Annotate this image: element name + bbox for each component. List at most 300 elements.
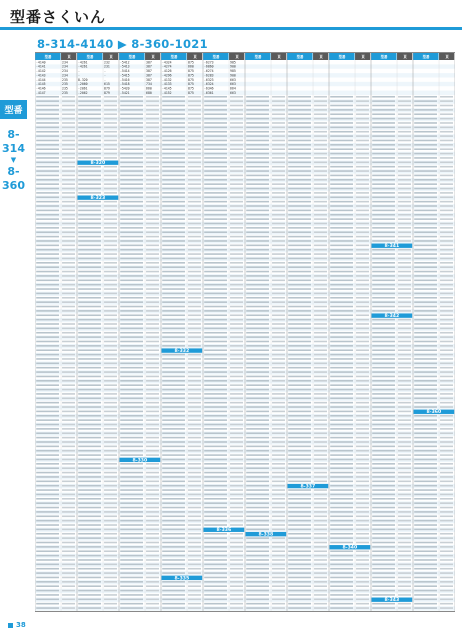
cell-code-placeholder (120, 550, 143, 552)
cell-page-placeholder (398, 542, 411, 544)
cell-page-placeholder (188, 432, 201, 434)
cell-page-placeholder (272, 349, 285, 351)
cell-code-placeholder (78, 393, 101, 395)
cell-code-placeholder (330, 280, 353, 282)
cell-code-placeholder (288, 100, 311, 102)
cell-page-placeholder (230, 380, 243, 382)
cell-code-placeholder (414, 240, 437, 242)
cell-code-placeholder (414, 122, 437, 124)
cell-page-placeholder (398, 511, 411, 513)
cell-page-placeholder (314, 179, 327, 181)
cell-code-placeholder (36, 306, 59, 308)
cell-code-placeholder (330, 354, 353, 356)
cell-code-placeholder (288, 363, 311, 365)
cell-page-placeholder (188, 450, 201, 452)
cell-code-placeholder (36, 157, 59, 159)
cell-code-placeholder (330, 253, 353, 255)
cell-code-placeholder (204, 271, 227, 273)
cell-code-placeholder (330, 411, 353, 413)
cell-page-placeholder (188, 148, 201, 150)
cell-page-placeholder (104, 485, 117, 487)
cell-page-placeholder (272, 397, 285, 399)
cell-page-placeholder (104, 218, 117, 220)
cell-code-placeholder (78, 498, 101, 500)
cell-page-placeholder (230, 332, 243, 334)
cell-code-placeholder (36, 568, 59, 570)
cell-page-placeholder (356, 555, 369, 557)
cell-code-placeholder (372, 306, 395, 308)
cell-code-placeholder (162, 371, 185, 373)
cell-code-placeholder (36, 546, 59, 548)
cell-page-placeholder (272, 253, 285, 255)
cell-code-placeholder (120, 599, 143, 601)
cell-page-placeholder (146, 127, 159, 129)
cell-page-placeholder (188, 166, 201, 168)
cell-page-placeholder (440, 301, 453, 303)
cell-page-placeholder (440, 371, 453, 373)
cell-page-placeholder (398, 515, 411, 517)
cell-code-placeholder (204, 502, 227, 504)
cell-page-placeholder (398, 214, 411, 216)
cell-page-placeholder (188, 607, 201, 609)
cell-code-placeholder (36, 201, 59, 203)
cell-code-placeholder (204, 105, 227, 107)
cell-code-placeholder (288, 306, 311, 308)
cell-page-placeholder (188, 463, 201, 465)
cell-page-placeholder (272, 280, 285, 282)
cell-code-placeholder (120, 533, 143, 535)
cell-code-placeholder (36, 463, 59, 465)
cell-page-placeholder (104, 358, 117, 360)
cell-page-placeholder (356, 332, 369, 334)
cell-page-placeholder (104, 328, 117, 330)
cell-page-placeholder (62, 446, 75, 448)
cell-page-placeholder (356, 118, 369, 120)
side-index-tab: 型番 (0, 100, 27, 119)
cell-page-placeholder (272, 581, 285, 583)
cell-page: 234 (62, 69, 68, 74)
cell-page-placeholder (62, 432, 75, 434)
cell-page-placeholder (104, 533, 117, 535)
cell-page-placeholder (398, 227, 411, 229)
cell-code-placeholder (288, 210, 311, 212)
cell-code-placeholder (330, 550, 353, 552)
cell-page-placeholder (314, 336, 327, 338)
cell-page-placeholder (314, 402, 327, 404)
cell-code-placeholder (204, 537, 227, 539)
cell-code-placeholder (246, 341, 269, 343)
cell-page-placeholder (146, 96, 159, 98)
cell-page-placeholder (230, 245, 243, 247)
cell-code: -5413 (120, 64, 130, 69)
cell-page-placeholder (272, 105, 285, 107)
cell-page-placeholder (188, 157, 201, 159)
cell-page-placeholder (146, 297, 159, 299)
cell-page-placeholder (356, 314, 369, 316)
cell-page-placeholder (440, 454, 453, 456)
cell-page-placeholder (188, 419, 201, 421)
cell-code-placeholder (330, 188, 353, 190)
cell-page-placeholder (440, 196, 453, 198)
cell-code-placeholder (288, 419, 311, 421)
cell-page-placeholder (146, 131, 159, 133)
cell-code-placeholder (414, 188, 437, 190)
cell-code-placeholder (162, 581, 185, 583)
cell-page-placeholder (62, 144, 75, 146)
header-label-code: 型番 (86, 55, 94, 59)
cell-page-placeholder (104, 515, 117, 517)
cell-page-placeholder (104, 144, 117, 146)
cell-page-placeholder (314, 363, 327, 365)
cell-code-placeholder (246, 485, 269, 487)
cell-page-placeholder (188, 323, 201, 325)
cell-page-placeholder (356, 166, 369, 168)
cell-code-placeholder (414, 415, 437, 417)
cell-page-placeholder (440, 494, 453, 496)
cell-code-placeholder (36, 590, 59, 592)
cell-page-placeholder (146, 223, 159, 225)
cell-page-placeholder (188, 144, 201, 146)
cell-code-placeholder (120, 148, 143, 150)
cell-code-placeholder (414, 100, 437, 102)
cell-code-placeholder (372, 419, 395, 421)
cell-page-placeholder (272, 118, 285, 120)
cell-page-placeholder (356, 266, 369, 268)
cell-code-placeholder (330, 485, 353, 487)
cell-code-placeholder (120, 537, 143, 539)
cell-code-placeholder (330, 323, 353, 325)
cell-code-placeholder (120, 253, 143, 255)
cell-page-placeholder (356, 201, 369, 203)
cell-code-placeholder (120, 100, 143, 102)
cell-code-placeholder (78, 411, 101, 413)
cell-page-placeholder (440, 481, 453, 483)
cell-page-placeholder (272, 585, 285, 587)
cell-code-placeholder (120, 446, 143, 448)
cell-code-placeholder (162, 188, 185, 190)
cell-page-placeholder (272, 354, 285, 356)
cell-page-placeholder (188, 131, 201, 133)
cell-page-placeholder (314, 192, 327, 194)
cell-page-placeholder (440, 393, 453, 395)
cell-page: 387 (146, 77, 152, 82)
cell-page-placeholder (440, 306, 453, 308)
cell-page-placeholder (146, 175, 159, 177)
cell-code-placeholder (414, 367, 437, 369)
cell-page-placeholder (188, 546, 201, 548)
index-table-grid (35, 53, 455, 611)
cell-page-placeholder (314, 109, 327, 111)
section-badge-label: 8-340 (342, 545, 358, 551)
cell-page-placeholder (62, 135, 75, 137)
cell-page-placeholder (104, 467, 117, 469)
cell-page: 900 (230, 73, 236, 78)
cell-code-placeholder (414, 227, 437, 229)
cell-page-placeholder (230, 131, 243, 133)
cell-page-placeholder (62, 188, 75, 190)
cell-code-placeholder (372, 472, 395, 474)
cell-page-placeholder (146, 498, 159, 500)
cell-page-placeholder (272, 406, 285, 408)
cell-code-placeholder (78, 397, 101, 399)
cell-code-placeholder (36, 406, 59, 408)
cell-code-placeholder (120, 105, 143, 107)
cell-code-placeholder (120, 389, 143, 391)
cell-code-placeholder (330, 196, 353, 198)
cell-page-placeholder (104, 231, 117, 233)
cell-code-placeholder (330, 559, 353, 561)
cell-page-placeholder (272, 175, 285, 177)
cell-code-placeholder (288, 135, 311, 137)
cell-page-placeholder (188, 424, 201, 426)
cell-page-placeholder (440, 122, 453, 124)
cell-code-placeholder (120, 166, 143, 168)
cell-page-placeholder (272, 341, 285, 343)
cell-code-placeholder (204, 109, 227, 111)
cell-page-placeholder (440, 559, 453, 561)
cell-code-placeholder (414, 262, 437, 264)
cell-page-placeholder (356, 376, 369, 378)
cell-code-placeholder (204, 585, 227, 587)
cell-page-placeholder (398, 262, 411, 264)
cell-page-placeholder (146, 105, 159, 107)
cell-code-placeholder (204, 192, 227, 194)
cell-code-placeholder (372, 280, 395, 282)
cell-page-placeholder (398, 96, 411, 98)
cell-code-placeholder (162, 603, 185, 605)
cell-page-placeholder (62, 218, 75, 220)
cell-code-placeholder (372, 249, 395, 251)
cell-code-placeholder (246, 572, 269, 574)
cell-code-placeholder (78, 319, 101, 321)
cell-code-placeholder (120, 472, 143, 474)
cell-code-placeholder (204, 280, 227, 282)
cell-code-placeholder (204, 564, 227, 566)
cell-page-placeholder (314, 607, 327, 609)
cell-page-placeholder (146, 572, 159, 574)
cell-page-placeholder (314, 572, 327, 574)
cell-code-placeholder (120, 437, 143, 439)
cell-page-placeholder (62, 415, 75, 417)
cell-page-placeholder (188, 472, 201, 474)
cell-code-placeholder (78, 188, 101, 190)
cell-page-placeholder (230, 441, 243, 443)
cell-code-placeholder (204, 332, 227, 334)
cell-code-placeholder (330, 153, 353, 155)
cell-code-placeholder (372, 406, 395, 408)
cell-page-placeholder (356, 437, 369, 439)
cell-page-placeholder (188, 113, 201, 115)
cell-code-placeholder (414, 397, 437, 399)
cell-code: -5418 (120, 82, 130, 87)
cell-code-placeholder (36, 437, 59, 439)
cell-page-placeholder (272, 529, 285, 531)
cell-code-placeholder (36, 153, 59, 155)
cell-page-placeholder (272, 376, 285, 378)
cell-code-placeholder (162, 249, 185, 251)
cell-page-placeholder (230, 284, 243, 286)
cell-code-placeholder (246, 140, 269, 142)
cell-page-placeholder (314, 293, 327, 295)
header-label-page: 頁 (193, 55, 197, 59)
cell-page-placeholder (146, 358, 159, 360)
cell-page-placeholder (314, 345, 327, 347)
cell-page-placeholder (398, 524, 411, 526)
cell-page-placeholder (188, 100, 201, 102)
cell-page-placeholder (314, 555, 327, 557)
cell-page-placeholder (146, 354, 159, 356)
cell-code-placeholder (414, 380, 437, 382)
cell-page-placeholder (230, 349, 243, 351)
cell-page-placeholder (440, 406, 453, 408)
cell-code-placeholder (204, 249, 227, 251)
cell-code-placeholder (330, 507, 353, 509)
cell-code-placeholder (120, 402, 143, 404)
cell-code-placeholder (120, 328, 143, 330)
cell-code-placeholder (414, 577, 437, 579)
cell-page-placeholder (146, 140, 159, 142)
cell-page-placeholder (314, 450, 327, 452)
cell-page-placeholder (272, 568, 285, 570)
cell-page-placeholder (188, 564, 201, 566)
cell-code-placeholder (78, 577, 101, 579)
cell-page-placeholder (314, 419, 327, 421)
cell-code-placeholder (288, 271, 311, 273)
cell-page-placeholder (62, 428, 75, 430)
cell-page-placeholder (272, 328, 285, 330)
cell-code-placeholder (330, 336, 353, 338)
cell-page-placeholder (272, 476, 285, 478)
cell-code-placeholder (120, 336, 143, 338)
cell-code-placeholder (246, 179, 269, 181)
cell-page: 231 (104, 64, 110, 69)
cell-page-placeholder (440, 603, 453, 605)
cell-page-placeholder (188, 599, 201, 601)
cell-code-placeholder (36, 520, 59, 522)
cell-page-placeholder (356, 223, 369, 225)
cell-page-placeholder (314, 196, 327, 198)
cell-code-placeholder (288, 411, 311, 413)
cell-code-placeholder (78, 454, 101, 456)
cell-page-placeholder (230, 603, 243, 605)
cell-page: 875 (188, 60, 194, 65)
cell-page-placeholder (146, 349, 159, 351)
cell-page-placeholder (104, 109, 117, 111)
cell-code-placeholder (372, 542, 395, 544)
cell-code-placeholder (330, 319, 353, 321)
cell-code-placeholder (36, 389, 59, 391)
cell-page-placeholder (104, 188, 117, 190)
cell-code-placeholder (330, 109, 353, 111)
header-label-code: 型番 (128, 55, 136, 59)
cell-code-placeholder (288, 568, 311, 570)
cell-code-placeholder (372, 437, 395, 439)
cell-page-placeholder (146, 227, 159, 229)
cell-code-placeholder (162, 253, 185, 255)
cell-code-placeholder (36, 140, 59, 142)
cell-code-placeholder (120, 240, 143, 242)
cell-code-placeholder (414, 162, 437, 164)
cell-code-placeholder (162, 166, 185, 168)
cell-page-placeholder (356, 271, 369, 273)
cell-code-placeholder (120, 293, 143, 295)
cell-page-placeholder (398, 380, 411, 382)
cell-code-placeholder (372, 432, 395, 434)
cell-page-placeholder (356, 599, 369, 601)
cell-page-placeholder (62, 122, 75, 124)
cell-page-placeholder (356, 511, 369, 513)
cell-code-placeholder (120, 581, 143, 583)
cell-code-placeholder (78, 485, 101, 487)
cell-code-placeholder (204, 314, 227, 316)
cell-code: -5414 (120, 69, 130, 74)
cell-page-placeholder (230, 323, 243, 325)
cell-page-placeholder (398, 336, 411, 338)
cell-code-placeholder (78, 100, 101, 102)
cell-page-placeholder (272, 131, 285, 133)
cell-page-placeholder (146, 393, 159, 395)
cell-code-placeholder (372, 363, 395, 365)
cell-code-placeholder (330, 258, 353, 260)
cell-code-placeholder (372, 170, 395, 172)
cell-page-placeholder (62, 354, 75, 356)
cell-page-placeholder (188, 363, 201, 365)
cell-code-placeholder (204, 463, 227, 465)
cell-page: 985 (230, 69, 236, 74)
cell-code-placeholder (120, 306, 143, 308)
cell-code-placeholder (372, 450, 395, 452)
cell-code-placeholder (78, 280, 101, 282)
cell-code-placeholder (162, 502, 185, 504)
cell-page: 663 (230, 90, 236, 95)
cell-code-placeholder (372, 511, 395, 513)
cell-code-placeholder (288, 389, 311, 391)
cell-code-placeholder (372, 467, 395, 469)
cell-code-placeholder (372, 476, 395, 478)
cell-code-placeholder (372, 559, 395, 561)
cell-page-placeholder (62, 441, 75, 443)
cell-page-placeholder (398, 564, 411, 566)
cell-code: -4145 (162, 86, 172, 91)
cell-code-placeholder (246, 170, 269, 172)
cell-code-placeholder (246, 240, 269, 242)
cell-page-placeholder (272, 494, 285, 496)
cell-page-placeholder (272, 170, 285, 172)
cell-page-placeholder (230, 218, 243, 220)
cell-code-placeholder (246, 402, 269, 404)
cell-page-placeholder (272, 275, 285, 277)
cell-code-placeholder (120, 113, 143, 115)
cell-code-placeholder (414, 476, 437, 478)
cell-code-placeholder (162, 568, 185, 570)
cell-code-placeholder (36, 258, 59, 260)
cell-page-placeholder (440, 489, 453, 491)
cell-page-placeholder (356, 140, 369, 142)
cell-page-placeholder (230, 511, 243, 513)
cell-code-placeholder (78, 542, 101, 544)
cell-code-placeholder (36, 205, 59, 207)
cell-code-placeholder (414, 236, 437, 238)
cell-page-placeholder (440, 205, 453, 207)
cell-code-placeholder (246, 459, 269, 461)
cell-code-placeholder (78, 135, 101, 137)
header-label-code: 型番 (296, 55, 304, 59)
cell-code-placeholder (204, 306, 227, 308)
cell-code-placeholder (372, 481, 395, 483)
cell-page-placeholder (230, 262, 243, 264)
cell-code-placeholder (120, 564, 143, 566)
cell-page-placeholder (314, 258, 327, 260)
